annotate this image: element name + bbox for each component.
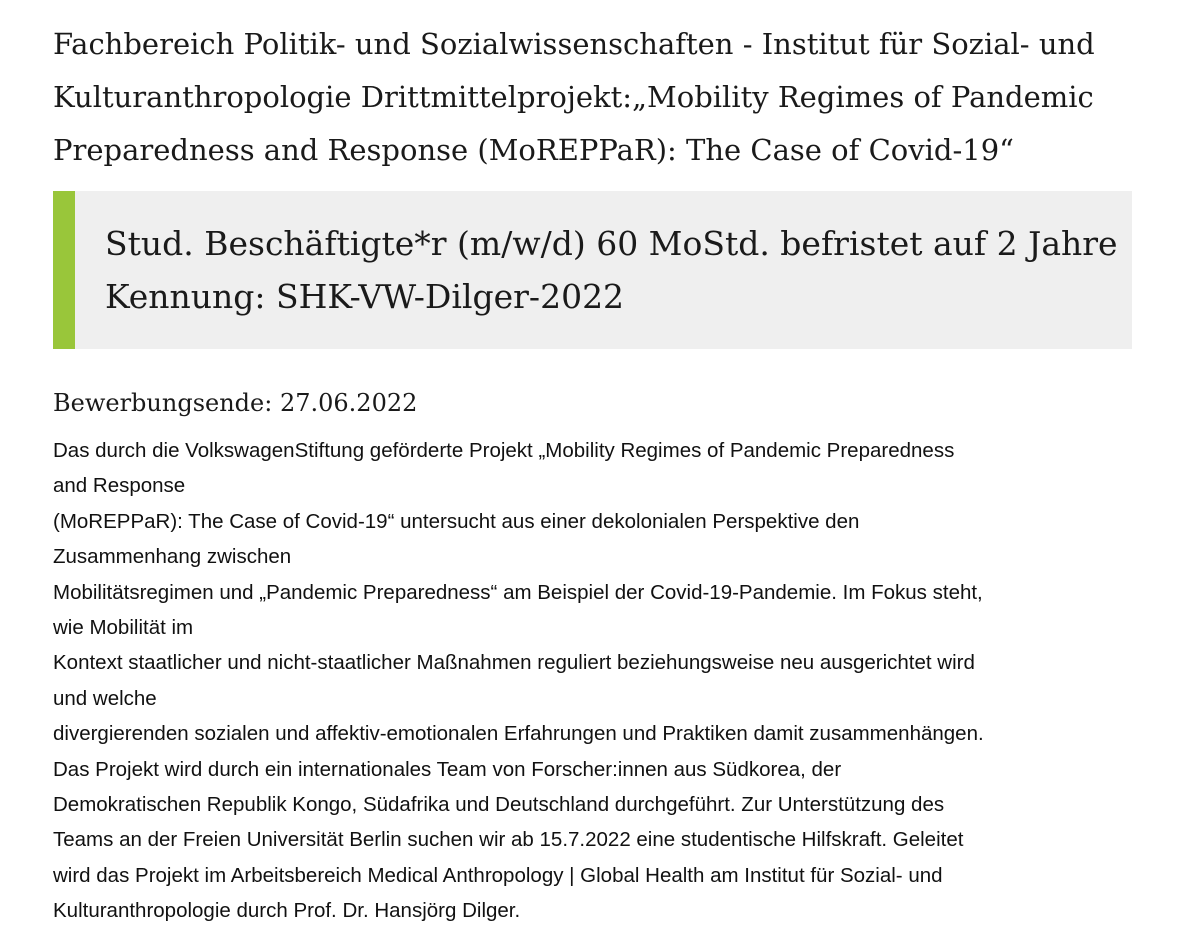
application-deadline: Bewerbungsende: 27.06.2022	[53, 389, 418, 417]
description-line: Das durch die VolkswagenStiftung geförderte Projekt „Mobility Regimes of Pandemic Preparedness	[53, 439, 955, 462]
description-line: Das Projekt wird durch ein internationales Team von Forscher:innen aus Südkorea, der	[53, 757, 842, 781]
description-line: Mobilitätsregimen und „Pandemic Preparedness“ am Beispiel der Covid-19-Pandemie. Im Fokus steht,	[53, 580, 983, 604]
description-line: wie Mobilität im	[53, 616, 194, 640]
department-title-line: Preparedness and Response (MoREPPaR): The Case of Covid-19“	[53, 133, 1014, 167]
job-title-box	[53, 191, 1132, 349]
description-line: (MoREPPaR): The Case of Covid-19“ untersucht aus einer dekolonialen Perspektive den	[53, 509, 860, 533]
job-title: Stud. Beschäftigte*r (m/w/d) 60 MoStd. befristet auf 2 Jahre	[105, 224, 1118, 263]
description-line: Zusammenhang zwischen	[53, 545, 292, 569]
description-line: Kontext staatlicher und nicht-staatlicher Maßnahmen reguliert beziehungsweise neu ausgerichtet wird	[53, 651, 975, 675]
job-posting	[53, 18, 1133, 929]
description-line: wird das Projekt im Arbeitsbereich Medical Anthropology | Global Health am Institut für Sozial- und	[53, 863, 943, 887]
department-title-line: Kulturanthropologie Drittmittelprojekt:„Mobility Regimes of Pandemic	[53, 80, 1094, 114]
description-line: Kulturanthropologie durch Prof. Dr. Hansjörg Dilger.	[53, 899, 521, 923]
job-title-text	[105, 217, 1118, 323]
department-title-line: Fachbereich Politik- und Sozialwissenschaften - Institut für Sozial- und	[53, 27, 1095, 61]
description-line: und welche	[53, 686, 157, 710]
description-line: and Response	[53, 474, 186, 498]
department-title	[53, 18, 1133, 177]
description-line: Demokratischen Republik Kongo, Südafrika und Deutschland durchgeführt. Zur Unterstützung des	[53, 793, 945, 817]
description-line: Teams an der Freien Universität Berlin suchen wir ab 15.7.2022 eine studentische Hilfskraft. Geleitet	[53, 828, 964, 852]
job-id: Kennung: SHK-VW-Dilger-2022	[105, 277, 625, 316]
accent-bar	[53, 191, 75, 349]
description-line: divergierenden sozialen und affektiv-emotionalen Erfahrungen und Praktiken damit zusammenhängen.	[53, 722, 984, 746]
job-description	[53, 433, 1133, 929]
